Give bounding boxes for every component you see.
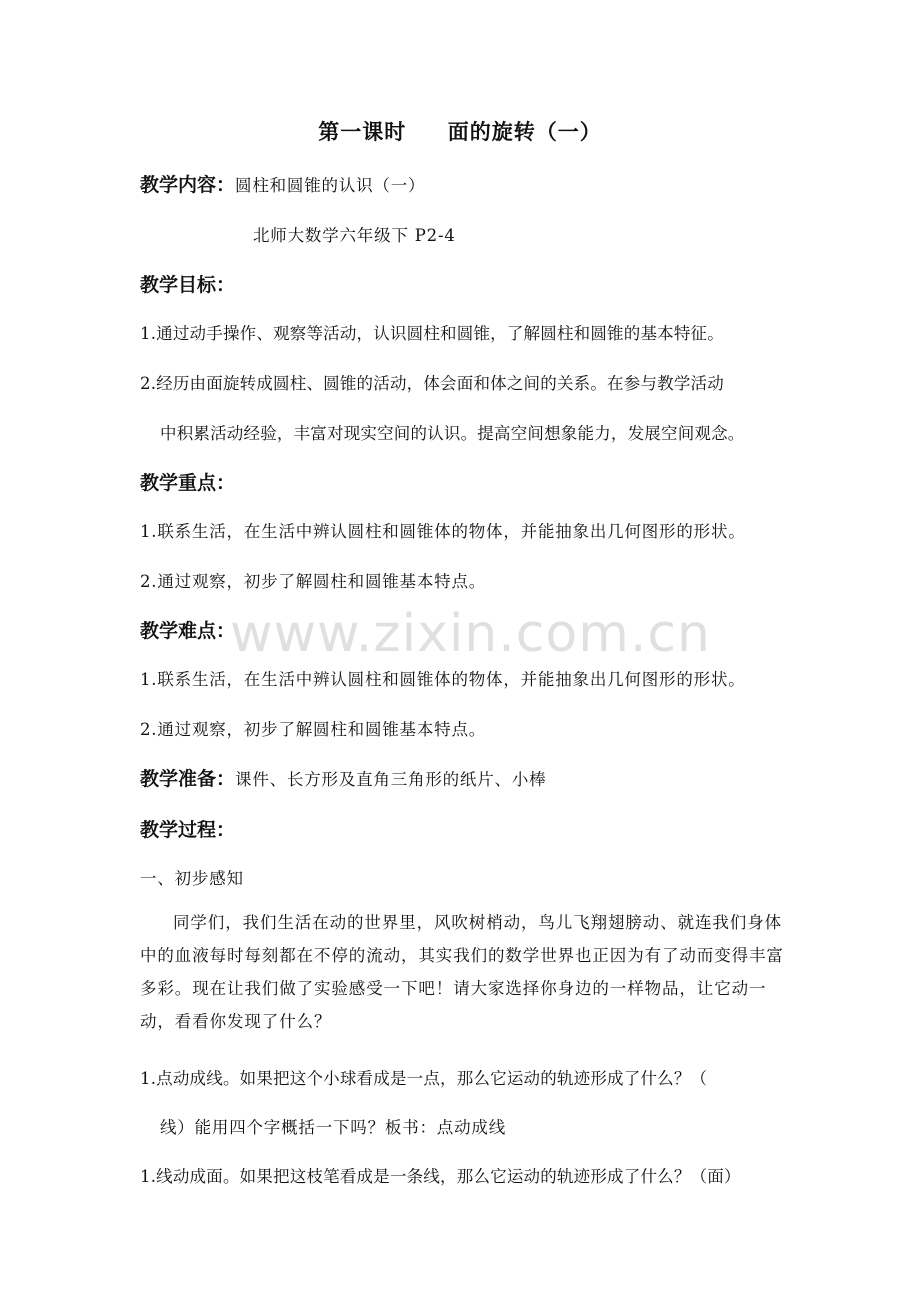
- key-points-item-1: 1.联系生活，在生活中辨认圆柱和圆锥体的物体，并能抽象出几何图形的形状。: [140, 522, 746, 541]
- content-label: 教学内容：: [140, 174, 236, 196]
- content-text: 圆柱和圆锥的认识（一）: [235, 176, 426, 195]
- difficulties-item-1: 1.联系生活，在生活中辨认圆柱和圆锥体的物体，并能抽象出几何图形的形状。: [140, 670, 746, 689]
- goals-item-2-line-1: 2.经历由面旋转成圆柱、圆锥的活动，体会面和体之间的关系。在参与教学活动: [140, 374, 724, 393]
- goals-item-1: 1.通过动手操作、观察等活动，认识圆柱和圆锥，了解圆柱和圆锥的基本特征。: [140, 324, 724, 343]
- key-points-item-2: 2.通过观察，初步了解圆柱和圆锥基本特点。: [140, 572, 487, 591]
- process-step-2-line-1: 1.线动成面。如果把这枝笔看成是一条线，那么它运动的轨迹形成了什么？（面）: [140, 1167, 741, 1186]
- difficulties-item-2: 2.通过观察，初步了解圆柱和圆锥基本特点。: [140, 720, 487, 739]
- preparation-text: 课件、长方形及直角三角形的纸片、小棒: [235, 770, 547, 789]
- process-heading: 教学过程：: [140, 819, 236, 841]
- process-section-1: 一、初步感知: [140, 869, 244, 888]
- preparation-label: 教学准备：: [140, 768, 236, 790]
- lesson-title: 第一课时 面的旋转（一）: [318, 120, 602, 144]
- preparation-row: [140, 764, 546, 791]
- process-step-1-line-2: 线）能用四个字概括一下吗？板书：点动成线: [160, 1118, 506, 1137]
- watermark-text: www.zixin.com.cn: [230, 604, 711, 664]
- content-source: 北师大数学六年级下 P2-4: [253, 226, 456, 245]
- process-step-1-line-1: 1.点动成线。如果把这个小球看成是一点，那么它运动的轨迹形成了什么？（: [140, 1069, 708, 1088]
- goals-item-2-line-2: 中积累活动经验，丰富对现实空间的认识。提高空间想象能力，发展空间观念。: [160, 424, 745, 443]
- content-row: [140, 170, 425, 197]
- key-points-heading: 教学重点：: [140, 472, 236, 494]
- process-paragraph: 同学们，我们生活在动的世界里，风吹树梢动，鸟儿飞翔翅膀动、就连我们身体中的血液每时每刻都在不停的流动，其实我们的数学世界也正因为有了动而变得丰富多彩。现在让我们做了实验感受一下吧！请大家选择你身边的一样物品，让它动一动，看看你发现了什么？: [140, 913, 784, 1031]
- goals-heading: 教学目标：: [140, 274, 236, 296]
- difficulties-heading: 教学难点：: [140, 620, 236, 642]
